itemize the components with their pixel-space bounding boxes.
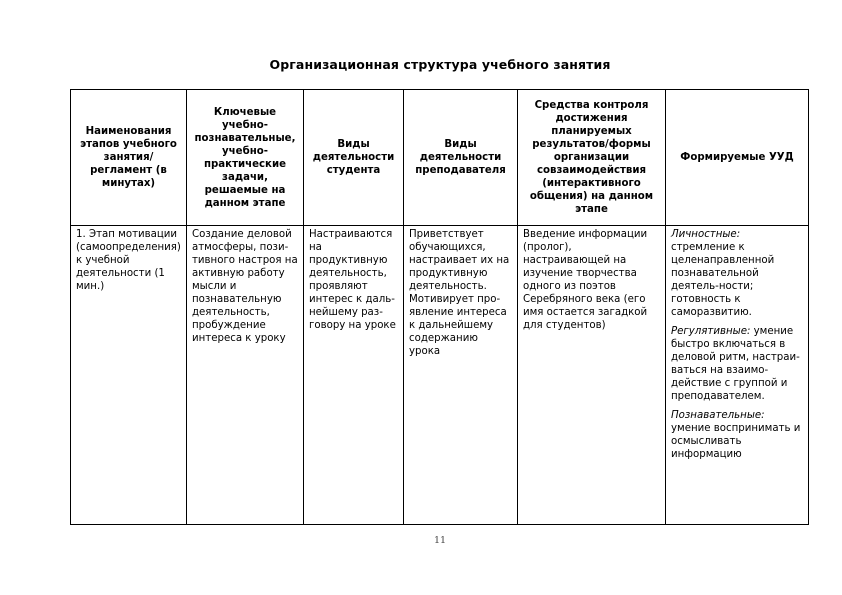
- table-header-row: [71, 90, 809, 226]
- uud-regulatory-text: умение быстро включаться в деловой ритм, настраи-ваться на взаимо-действие с группой и преподавателем.: [671, 326, 800, 402]
- uud-personal-text: стремление к целенаправленной познавательной деятель-ности; готовность к саморазвитию.: [671, 242, 775, 318]
- cell-stage: 1. Этап мотивации (самоопределения) к учебной деятельности (1 мин.): [71, 226, 187, 525]
- uud-personal: [671, 228, 803, 319]
- uud-cognitive-heading: Познавательные:: [671, 410, 765, 421]
- uud-personal-heading: Личностные:: [671, 229, 741, 240]
- header-tasks: Ключевые учебно-познавательные, учебно-практические задачи, решаемые на данном этапе: [187, 90, 304, 226]
- uud-cognitive-text: умение воспринимать и осмысливать информацию: [671, 423, 801, 460]
- cell-tasks: Создание деловой атмосферы, пози-тивного настроя на активную работу мысли и познавательную деятельность, пробуждение интереса к уроку: [187, 226, 304, 525]
- uud-cognitive: [671, 409, 803, 461]
- lesson-structure-table: [70, 89, 809, 525]
- page-title: Организационная структура учебного занятия: [269, 57, 611, 72]
- cell-teacher-activity: Приветствует обучающихся, настраивает их на продуктивную деятельность. Мотивирует про-явление интереса к дальнейшему содержанию урока: [404, 226, 518, 525]
- page-number: 11: [433, 535, 447, 546]
- uud-regulatory-heading: Регулятивные:: [671, 326, 751, 337]
- header-uud: Формируемые УУД: [666, 90, 809, 226]
- table-row: [71, 226, 809, 525]
- header-student-activity: Виды деятельности студента: [304, 90, 404, 226]
- cell-student-activity: Настраиваются на продуктивную деятельность, проявляют интерес к даль-нейшему раз-говору на уроке: [304, 226, 404, 525]
- uud-regulatory: [671, 325, 803, 403]
- cell-control-means: Введение информации (пролог), настраивающей на изучение творчества одного из поэтов Серебряного века (его имя остается загадкой для студентов): [518, 226, 666, 525]
- header-control-means: Средства контроля достижения планируемых результатов/формы организации совзаимодействия (интерактивного общения) на данном этапе: [518, 90, 666, 226]
- header-teacher-activity: Виды деятельности преподавателя: [404, 90, 518, 226]
- cell-uud: [666, 226, 809, 525]
- header-stage: Наименования этапов учебного занятия/ регламент (в минутах): [71, 90, 187, 226]
